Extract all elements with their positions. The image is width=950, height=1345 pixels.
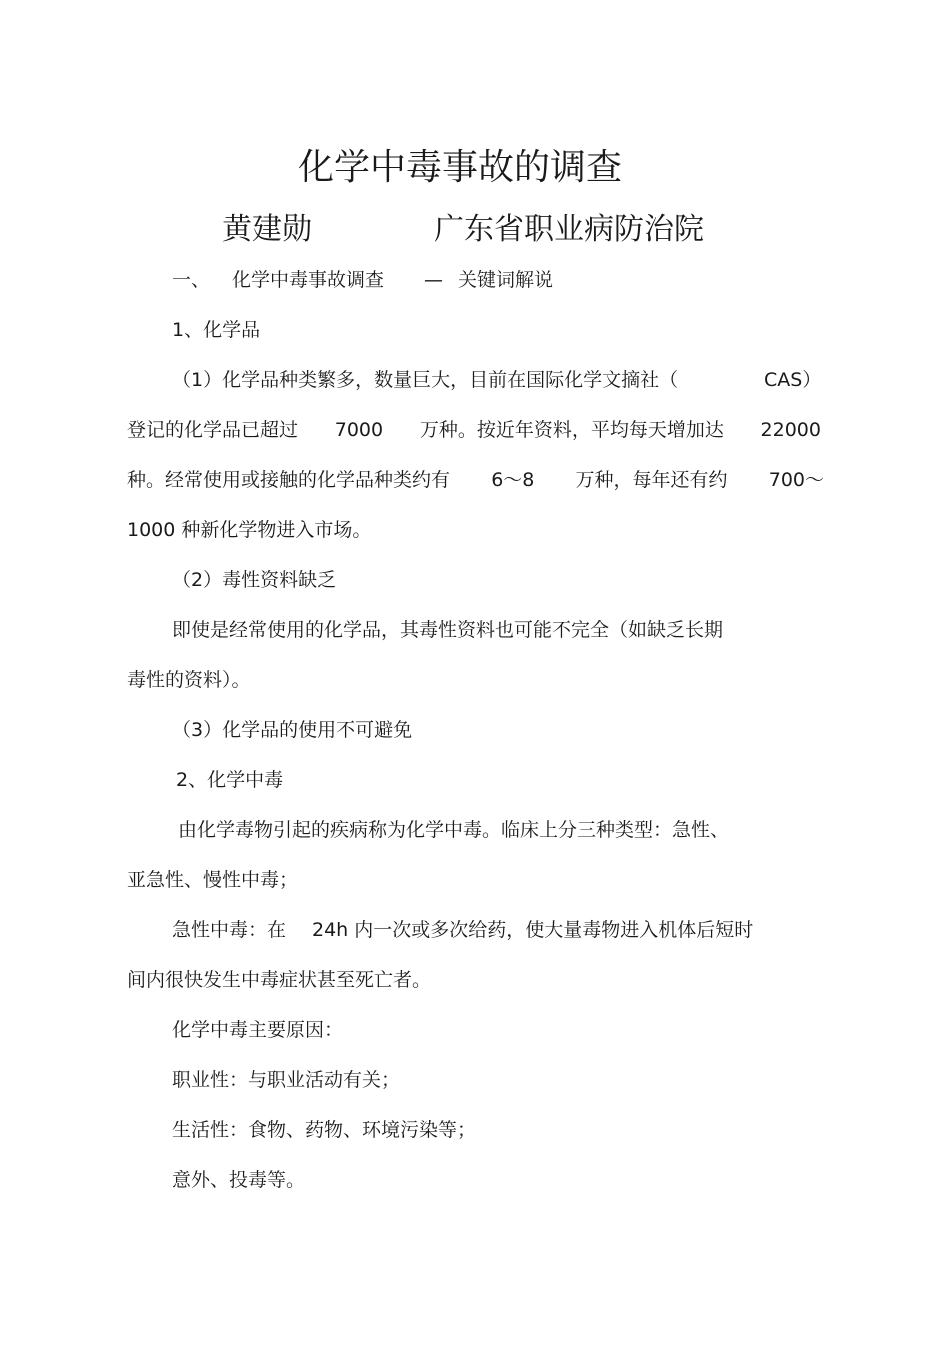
item-1-1-line3 — [127, 468, 824, 492]
item-1-1-line2-a: 登记的化学品已超过 — [127, 419, 299, 441]
item-1-1-line3-c: 万种，每年还有约 — [575, 469, 728, 491]
acute-poisoning-line1-b: 24h 内一次或多次给药，使大量毒物进入机体后短时 — [312, 919, 754, 941]
item-1-1-line4: 1000 种新化学物进入市场。 — [127, 519, 372, 541]
author-affiliation: 广东省职业病防治院 — [434, 212, 704, 247]
item-1-2-text-line2: 毒性的资料）。 — [127, 669, 251, 691]
item-1-1-line2-c: 万种。按近年资料，平均每天增加达 — [419, 419, 724, 441]
item-1-2-text-line1: 即使是经常使用的化学品，其毒性资料也可能不完全（如缺乏长期 — [172, 619, 724, 641]
item-1-1-line1-text: （1）化学品种类繁多，数量巨大，目前在国际化学文摘社（ — [172, 369, 679, 391]
item-2-text-line2: 亚急性、慢性中毒； — [127, 869, 299, 891]
cause-daily-life: 生活性：食物、药物、环境污染等； — [172, 1119, 477, 1141]
causes-heading: 化学中毒主要原因： — [172, 1019, 344, 1041]
item-1-3-heading: （3）化学品的使用不可避免 — [172, 719, 413, 741]
cause-accident: 意外、投毒等。 — [172, 1169, 306, 1191]
document-title: 化学中毒事故的调查 — [297, 147, 622, 188]
item-1-1-line3-b: 6～8 — [491, 469, 535, 491]
section-1-dash: — — [424, 269, 443, 291]
section-1-subheading: 关键词解说 — [458, 269, 554, 291]
section-1-number: 一、 — [172, 269, 211, 291]
section-1-heading: 化学中毒事故调查 — [232, 269, 385, 291]
item-1-1-line2 — [127, 418, 821, 442]
item-1-1-line2-d: 22000 — [760, 419, 821, 441]
author-name: 黄建勋 — [222, 212, 312, 247]
cause-occupational: 职业性：与职业活动有关； — [172, 1069, 401, 1091]
item-1-1-line3-d: 700～ — [768, 469, 824, 491]
item-1-1-line2-b: 7000 — [334, 419, 384, 441]
item-2-heading: 2、化学中毒 — [176, 769, 284, 791]
item-1-2-heading: （2）毒性资料缺乏 — [172, 569, 337, 591]
acute-poisoning-line2: 间内很快发生中毒症状甚至死亡者。 — [127, 969, 432, 991]
item-1-heading: 1、化学品 — [172, 319, 261, 341]
item-1-1-line3-a: 种。经常使用或接触的化学品种类约有 — [127, 469, 451, 491]
item-2-text-line1: 由化学毒物引起的疾病称为化学中毒。临床上分三种类型：急性、 — [178, 819, 730, 841]
acute-poisoning-line1-a: 急性中毒：在 — [172, 919, 287, 941]
item-1-1-line1-cas: CAS） — [764, 369, 822, 391]
